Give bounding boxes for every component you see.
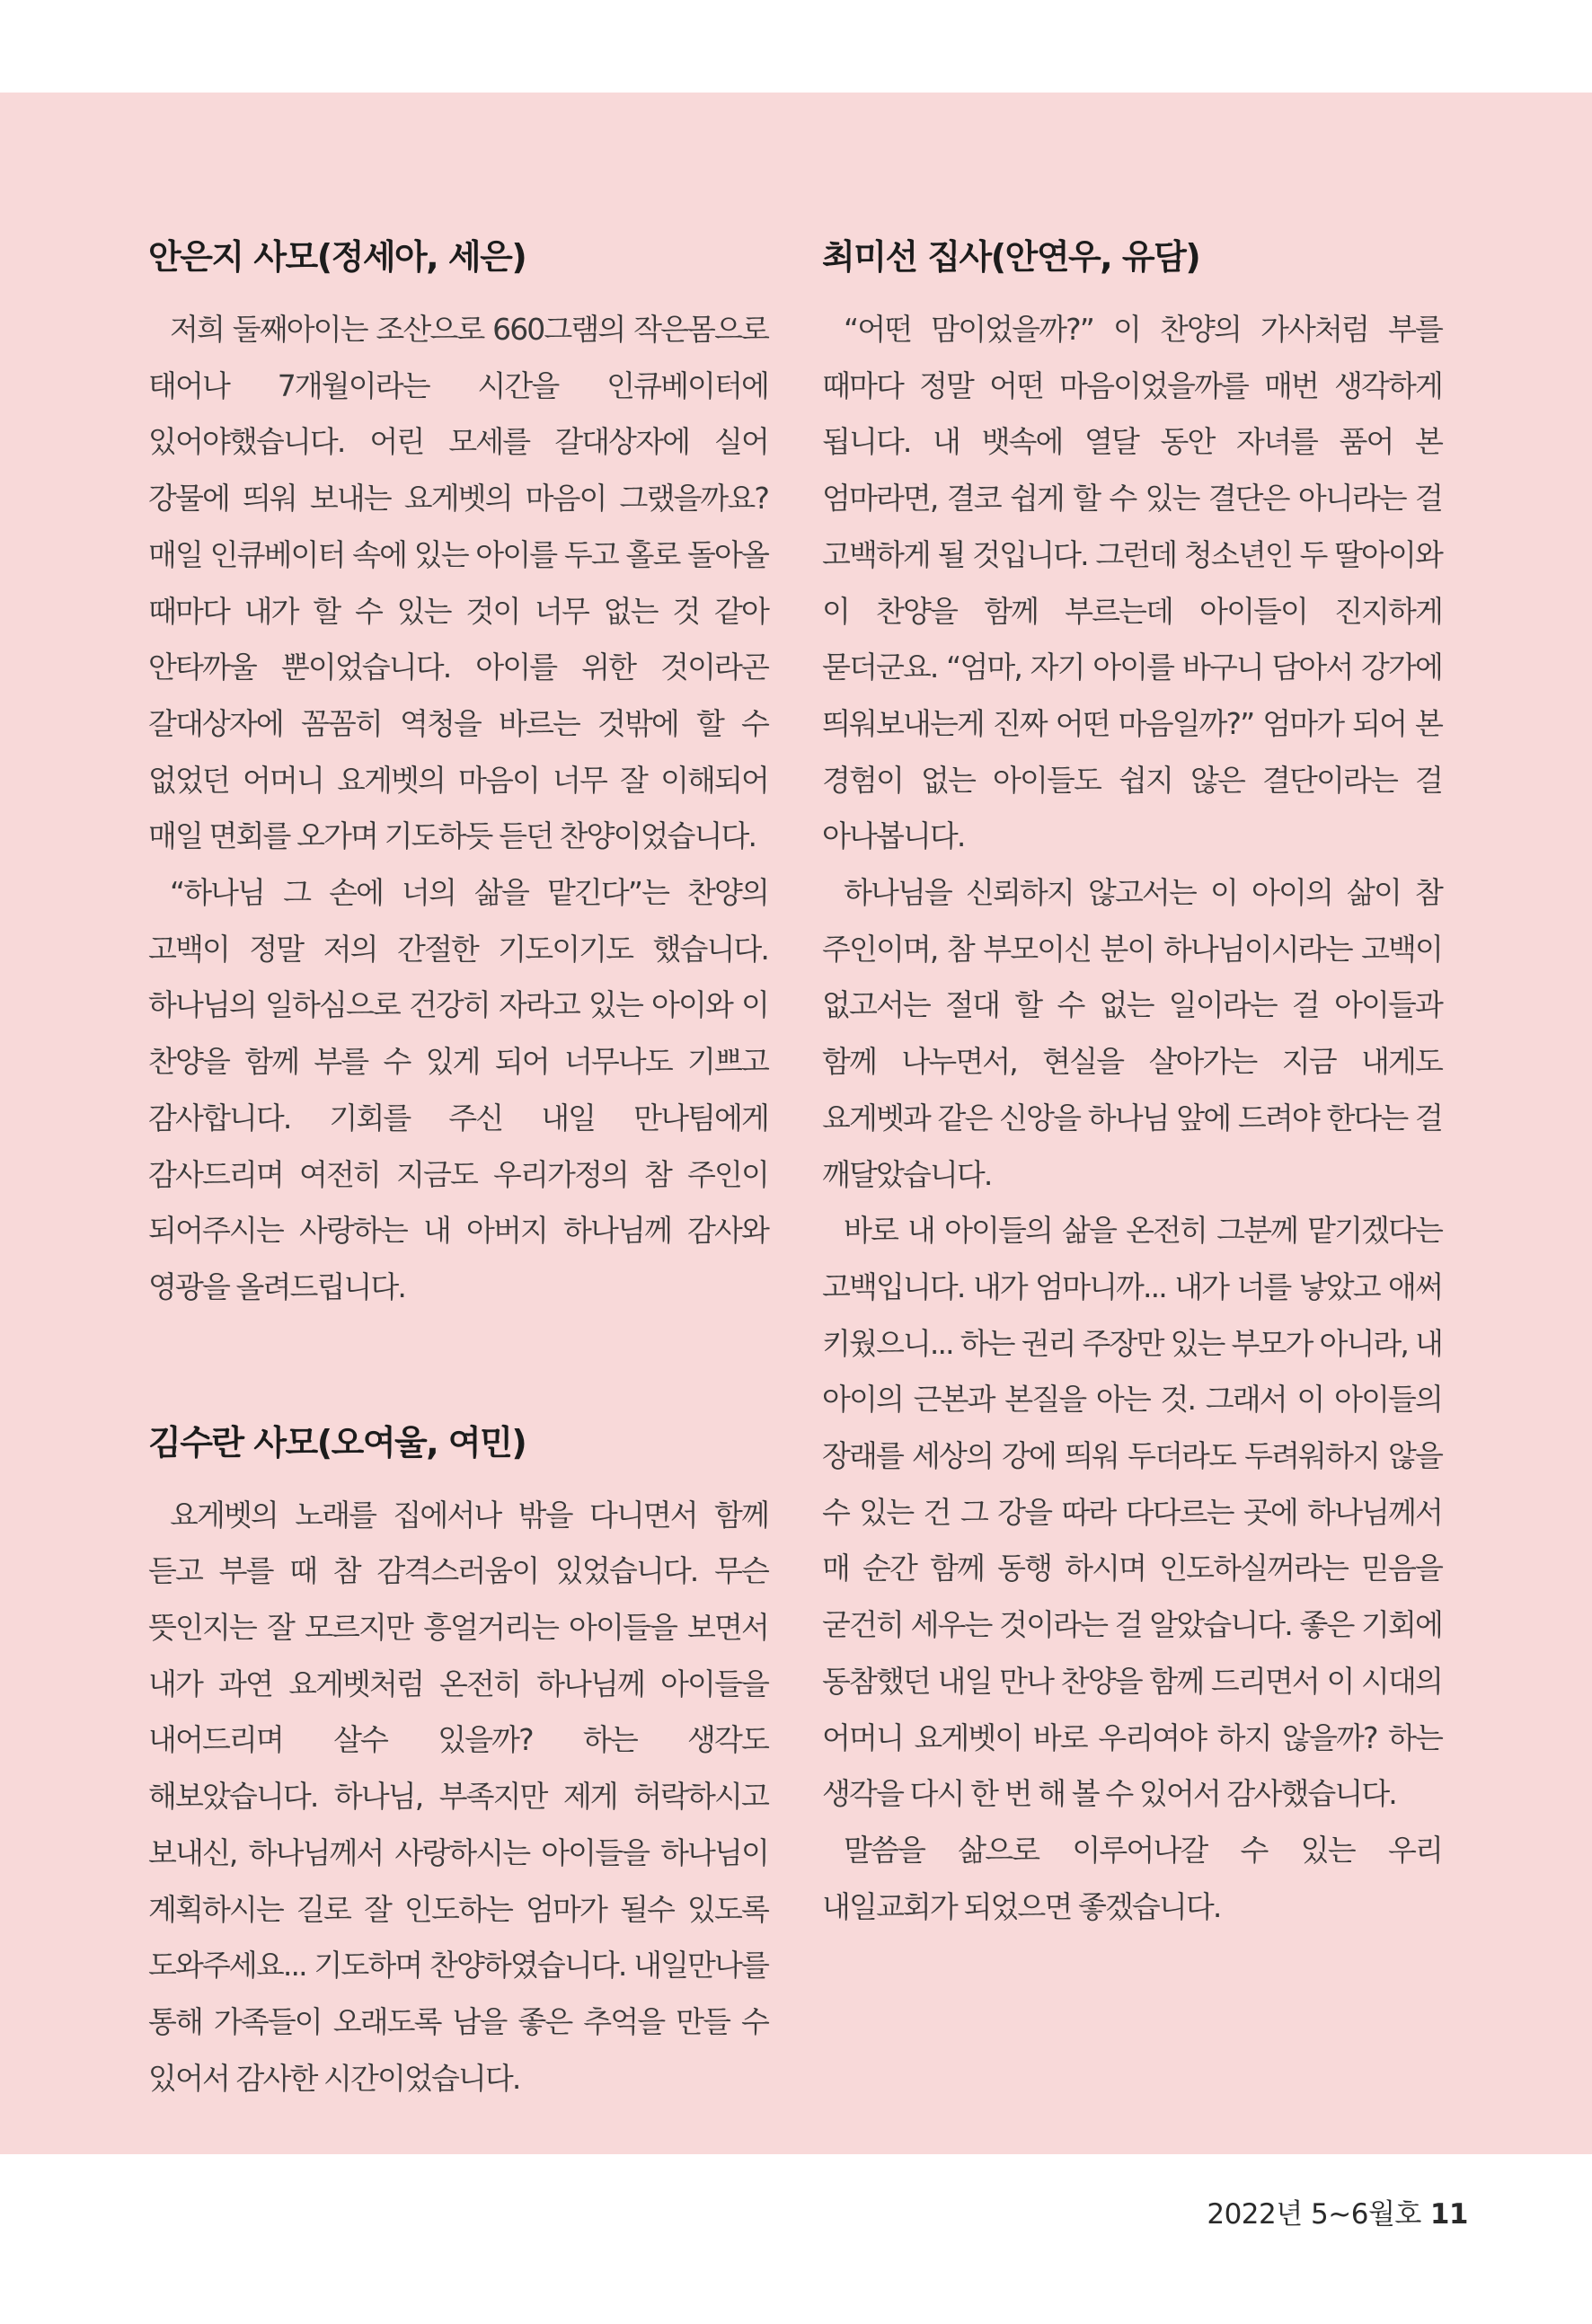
section-paragraph: 말씀을 삶으로 이루어나갈 수 있는 우리 내일교회가 되었으면 좋겠습니다. [822, 1832, 1442, 1924]
left-column [148, 225, 768, 2107]
right-column [822, 225, 1442, 1935]
section-paragraph: 요게벳의 노래를 집에서나 밖을 다니면서 함께 듣고 부를 때 참 감격스러움이 있었습니다. 무슨 뜻인지는 잘 모르지만 흥얼거리는 아이들을 보면서 내가 과연 요게벳처럼 온전히 하나님께 아이들을 내어드리며 살수 있을까? 하는 생각도 해보았습니다. 하나님, 부족지만 제게 허락하시고 보내신, 하나님께서 사랑하시는 아이들을 하나님이 계획하시는 길로 잘 인도하는 엄마가 될수 있도록 도와주세요... 기도하며 찬양하였습니다. 내일만나를 통해 가족들이 오래도록 남을 좋은 추억을 만들 수 있어서 감사한 시간이었습니다. [148, 1497, 768, 2096]
section-title-kim: 김수란 사모(오여울, 여민) [148, 1422, 526, 1462]
page-footer [1207, 2192, 1468, 2237]
issue-label: 2022년 5~6월호 [1207, 2198, 1421, 2231]
section-paragraph: “어떤 맘이었을까?” 이 찬양의 가사처럼 부를 때마다 정말 어떤 마음이었을까를 매번 생각하게 됩니다. 내 뱃속에 열달 동안 자녀를 품어 본 엄마라면, 결코 쉽게 할 수 있는 결단은 아니라는 걸 고백하게 될 것입니다. 그런데 청소년인 두 딸아이와 이 찬양을 함께 부르는데 아이들이 진지하게 묻더군요. “엄마, 자기 아이를 바구니 담아서 강가에 띄워보내는게 진짜 어떤 마음일까?” 엄마가 되어 본 경험이 없는 아이들도 쉽지 않은 결단이라는 걸 아나봅니다. [822, 312, 1442, 854]
section-paragraph: 하나님을 신뢰하지 않고서는 이 아이의 삶이 참 주인이며, 참 부모이신 분이 하나님이시라는 고백이 없고서는 절대 할 수 없는 일이라는 걸 아이들과 함께 나누면서, 현실을 살아가는 지금 내게도 요게벳과 같은 신앙을 하나님 앞에 드려야 한다는 걸 깨달았습니다. [822, 875, 1442, 1192]
section-title-ahn: 안은지 사모(정세아, 세은) [148, 237, 526, 277]
section-paragraph: 바로 내 아이들의 삶을 온전히 그분께 맡기겠다는 고백입니다. 내가 엄마니까... 내가 너를 낳았고 애써 키웠으니... 하는 권리 주장만 있는 부모가 아니라, 내 아이의 근본과 본질을 아는 것. 그래서 이 아이들의 장래를 세상의 강에 띄워 두더라도 두려워하지 않을 수 있는 건 그 강을 따라 다다르는 곳에 하나님께서 매 순간 함께 동행 하시며 인도하실꺼라는 믿음을 굳건히 세우는 것이라는 걸 알았습니다. 좋은 기회에 동참했던 내일 만나 찬양을 함께 드리면서 이 시대의 어머니 요게벳이 바로 우리여야 하지 않을까? 하는 생각을 다시 한 번 해 볼 수 있어서 감사했습니다. [822, 1213, 1442, 1812]
section-spacer [148, 1316, 768, 1410]
section-paragraph: “하나님 그 손에 너의 삶을 맡긴다”는 찬양의 고백이 정말 저의 간절한 기도이기도 했습니다. 하나님의 일하심으로 건강히 자라고 있는 아이와 이 찬양을 함께 부를 수 있게 되어 너무나도 기쁘고 감사합니다. 기회를 주신 내일 만나팀에게 감사드리며 여전히 지금도 우리가정의 참 주인이 되어주시는 사랑하는 내 아버지 하나님께 감사와 영광을 올려드립니다. [148, 875, 768, 1304]
section-paragraph: 저희 둘째아이는 조산으로 660그램의 작은몸으로 태어나 7개월이라는 시간을 인큐베이터에 있어야했습니다. 어린 모세를 갈대상자에 실어 강물에 띄워 보내는 요게벳의 마음이 그랬을까요? 매일 인큐베이터 속에 있는 아이를 두고 홀로 돌아올 때마다 내가 할 수 있는 것이 너무 없는 것 같아 안타까울 뿐이었습니다. 아이를 위한 것이라곤 갈대상자에 꼼꼼히 역청을 바르는 것밖에 할 수 없었던 어머니 요게벳의 마음이 너무 잘 이해되어 매일 면회를 오가며 기도하듯 듣던 찬양이었습니다. [148, 312, 768, 854]
page-number: 11 [1429, 2198, 1468, 2231]
section-title-choi: 최미선 집사(안연우, 유담) [822, 237, 1200, 277]
